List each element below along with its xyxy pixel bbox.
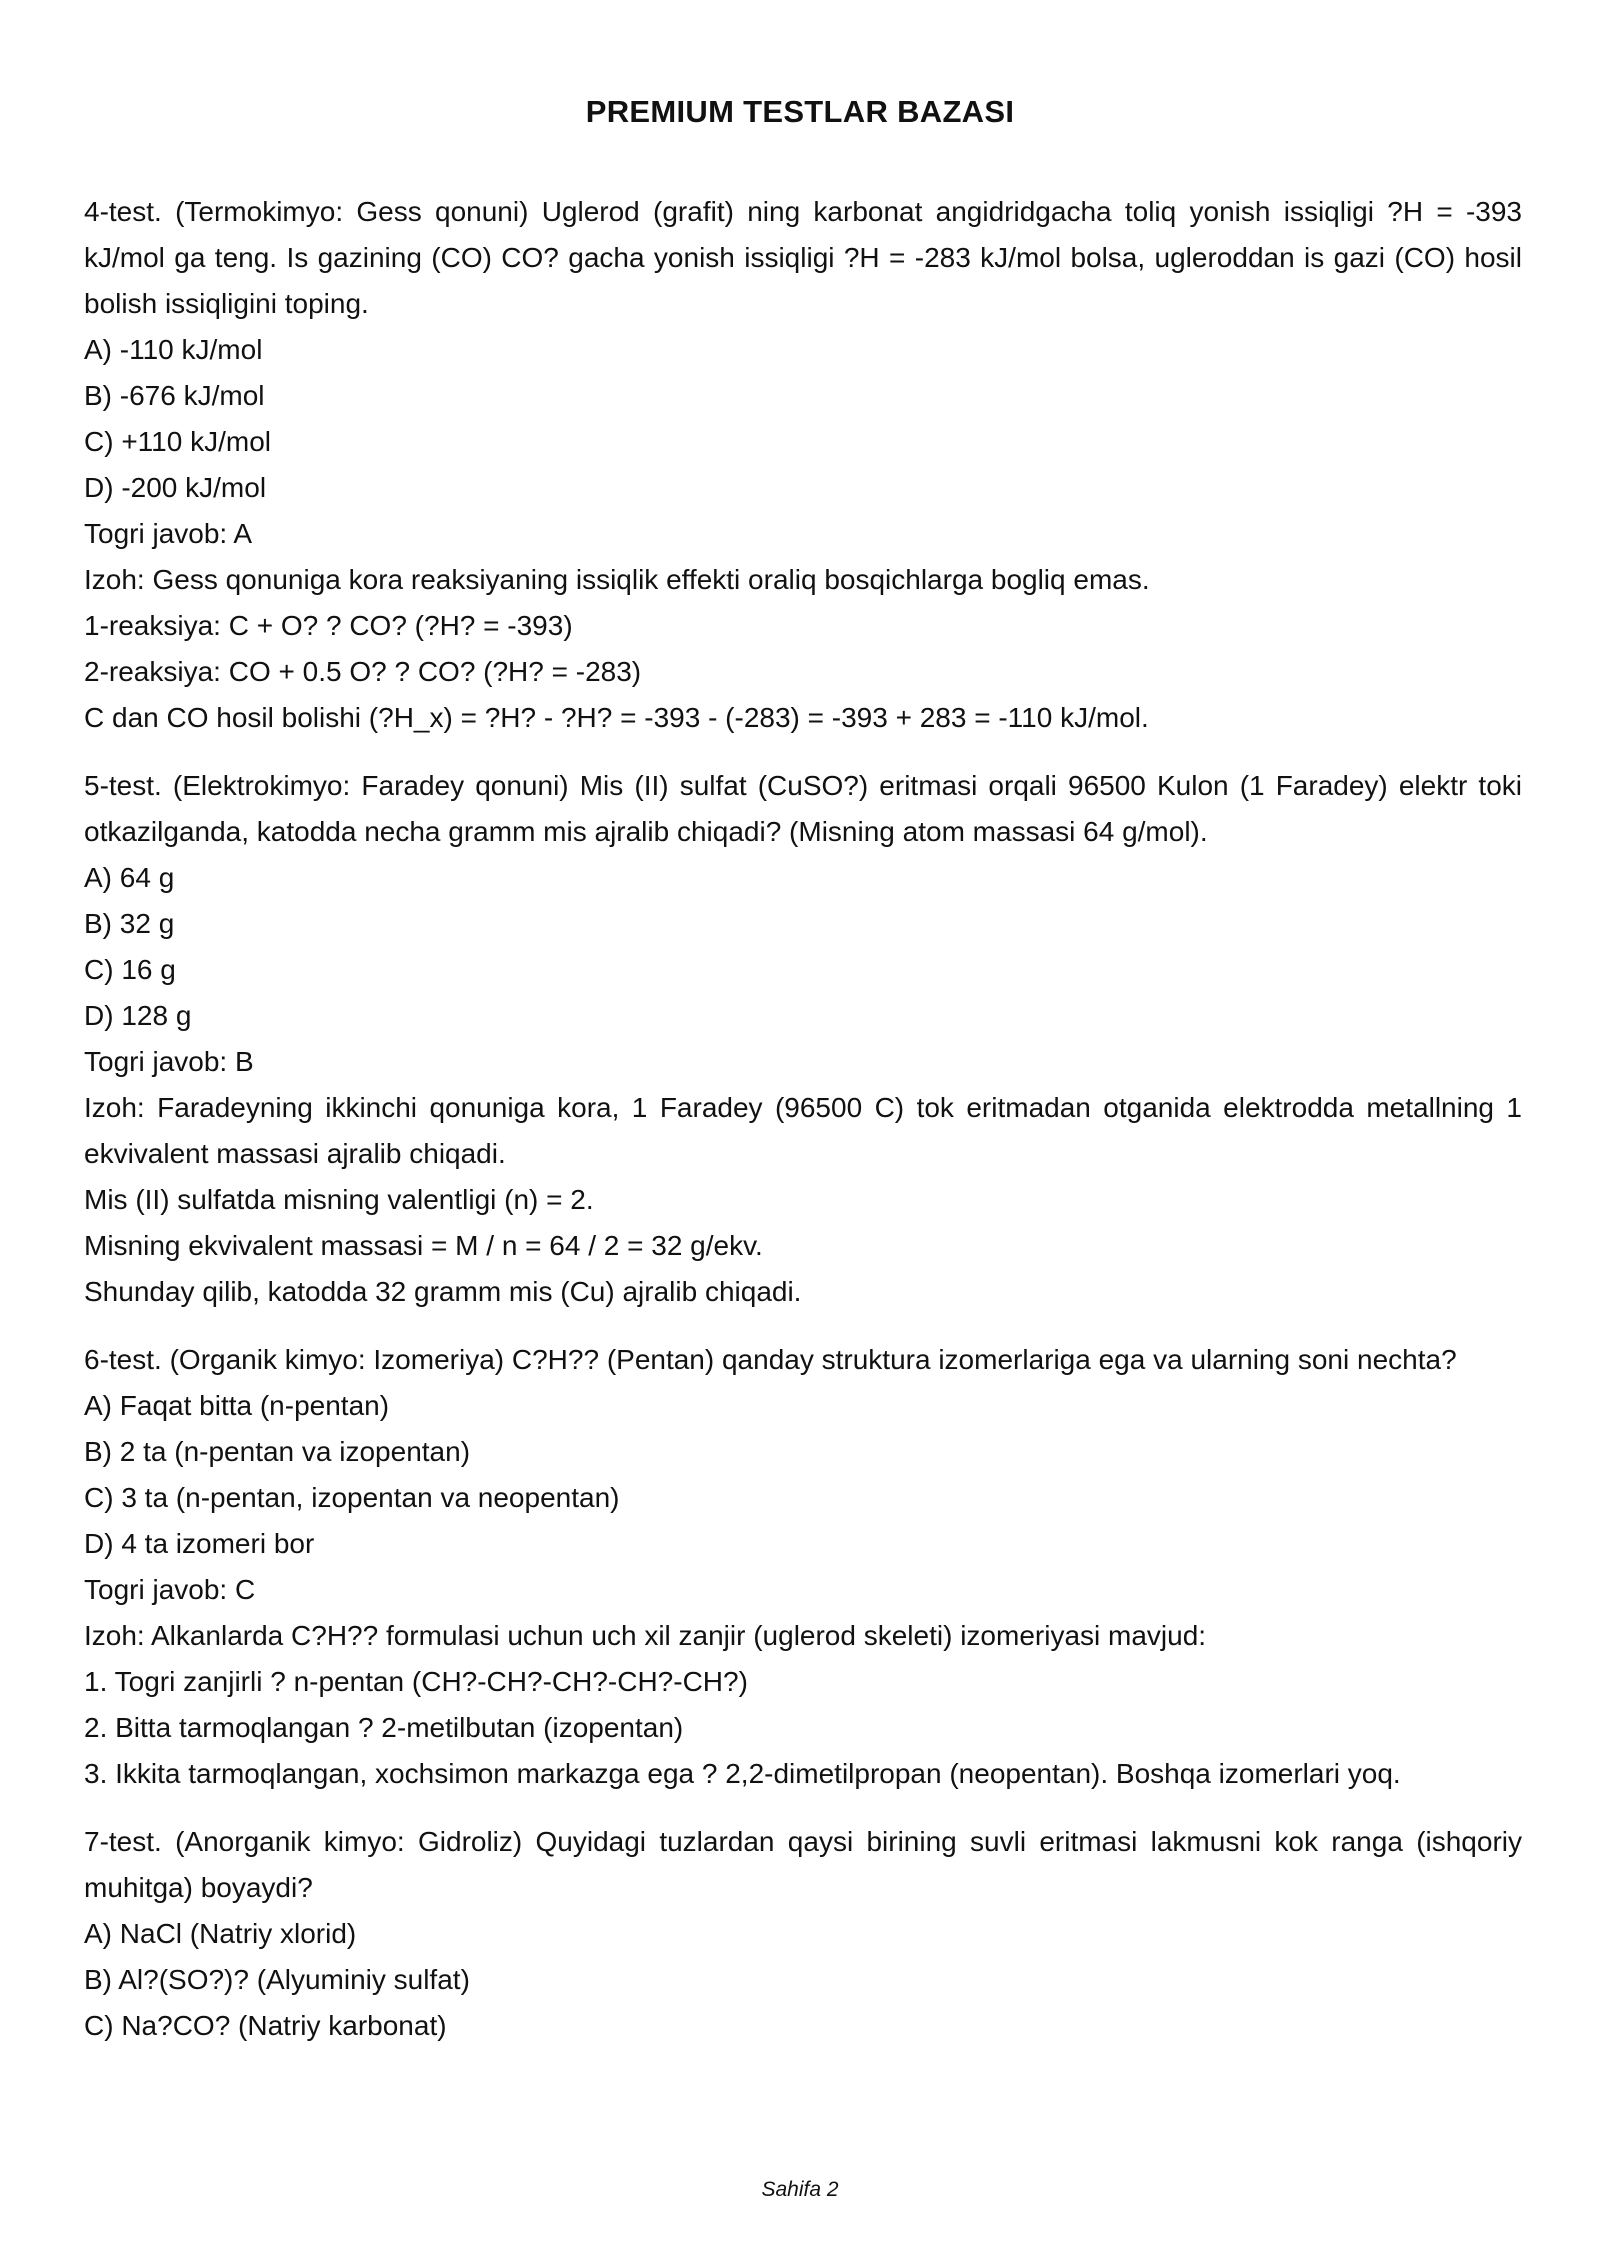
question-text: 5-test. (Elektrokimyo: Faradey qonuni) Mis (II) sulfat (CuSO?) eritmasi orqali 96500 Kulon (1 Faradey) elektr toki otkazilganda, katodda necha gramm mis ajralib chiqadi? (Misning atom massasi 64 g/mol).	[84, 770, 1522, 847]
option-d: D) 4 ta izomeri bor	[84, 1528, 315, 1559]
option-b: B) Al?(SO?)? (Alyuminiy sulfat)	[84, 1964, 470, 1995]
option-a: A) 64 g	[84, 862, 175, 893]
correct-answer: Togri javob: B	[84, 1046, 254, 1077]
explanation-line: Misning ekvivalent massasi = M / n = 64 / 2 = 32 g/ekv.	[84, 1230, 763, 1261]
question-text: 4-test. (Termokimyo: Gess qonuni) Uglerod (grafit) ning karbonat angidridgacha toliq yonish issiqligi ?H = -393 kJ/mol ga teng. Is gazining (CO) CO? gacha yonish issiqligi ?H = -283 kJ/mol bolsa, ugleroddan is gazi (CO) hosil bolish issiqligini toping.	[84, 196, 1522, 319]
test-4	[84, 189, 1522, 741]
option-b: B) -676 kJ/mol	[84, 380, 265, 411]
option-c: C) Na?CO? (Natriy karbonat)	[84, 2010, 447, 2041]
question-text: 6-test. (Organik kimyo: Izomeriya) C?H?? (Pentan) qanday struktura izomerlariga ega va ularning soni nechta?	[84, 1344, 1457, 1375]
explanation-line: 1. Togri zanjirli ? n-pentan (CH?-CH?-CH?-CH?-CH?)	[84, 1666, 748, 1697]
option-b: B) 2 ta (n-pentan va izopentan)	[84, 1436, 471, 1467]
option-c: C) 16 g	[84, 954, 176, 985]
option-d: D) 128 g	[84, 1000, 192, 1031]
explanation-line: Mis (II) sulfatda misning valentligi (n) = 2.	[84, 1184, 594, 1215]
explanation-line: Izoh: Gess qonuniga kora reaksiyaning issiqlik effekti oraliq bosqichlarga bogliq emas.	[84, 564, 1150, 595]
test-6	[84, 1337, 1522, 1797]
explanation-line: Izoh: Alkanlarda C?H?? formulasi uchun uch xil zanjir (uglerod skeleti) izomeriyasi mavjud:	[84, 1620, 1207, 1651]
explanation-line: 1-reaksiya: C + O? ? CO? (?H? = -393)	[84, 610, 573, 641]
test-5	[84, 763, 1522, 1315]
option-c: C) +110 kJ/mol	[84, 426, 271, 457]
option-c: C) 3 ta (n-pentan, izopentan va neopentan)	[84, 1482, 620, 1513]
explanation-line: Izoh: Faradeyning ikkinchi qonuniga kora, 1 Faradey (96500 C) tok eritmadan otganida elektrodda metallning 1 ekvivalent massasi ajralib chiqadi.	[84, 1092, 1522, 1169]
test-list	[84, 189, 1522, 2071]
question-text: 7-test. (Anorganik kimyo: Gidroliz) Quyidagi tuzlardan qaysi birining suvli eritmasi lakmusni kok ranga (ishqoriy muhitga) boyaydi?	[84, 1826, 1522, 1903]
page-title: PREMIUM TESTLAR BAZASI	[585, 94, 1015, 129]
correct-answer: Togri javob: A	[84, 518, 253, 549]
option-a: A) -110 kJ/mol	[84, 334, 263, 365]
option-a: A) Faqat bitta (n-pentan)	[84, 1390, 390, 1421]
option-a: A) NaCl (Natriy xlorid)	[84, 1918, 357, 1949]
page-number: Sahifa 2	[761, 2178, 839, 2201]
explanation-line: 2. Bitta tarmoqlangan ? 2-metilbutan (izopentan)	[84, 1712, 684, 1743]
explanation-line: C dan CO hosil bolishi (?H_x) = ?H? - ?H? = -393 - (-283) = -393 + 283 = -110 kJ/mol.	[84, 702, 1149, 733]
explanation-line: 2-reaksiya: CO + 0.5 O? ? CO? (?H? = -283)	[84, 656, 642, 687]
correct-answer: Togri javob: C	[84, 1574, 256, 1605]
test-7	[84, 1819, 1522, 2049]
explanation-line: 3. Ikkita tarmoqlangan, xochsimon markazga ega ? 2,2-dimetilpropan (neopentan). Boshqa izomerlari yoq.	[84, 1758, 1401, 1789]
explanation-line: Shunday qilib, katodda 32 gramm mis (Cu) ajralib chiqadi.	[84, 1276, 802, 1307]
option-d: D) -200 kJ/mol	[84, 472, 267, 503]
option-b: B) 32 g	[84, 908, 175, 939]
